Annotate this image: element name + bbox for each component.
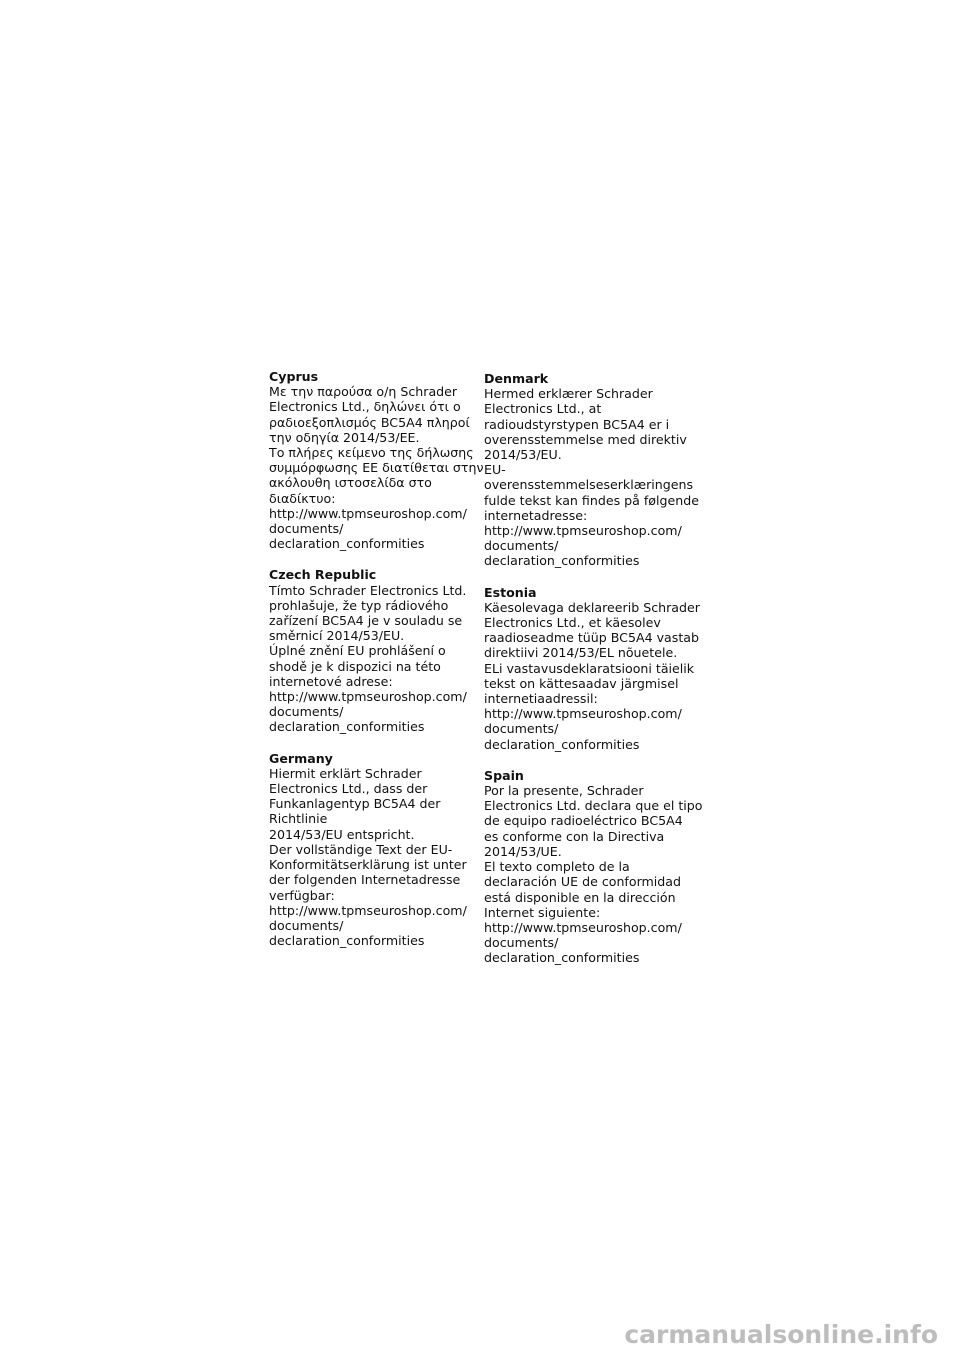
section-cyprus (269, 369, 484, 552)
text-line: fulde tekst kan findes på følgende (484, 492, 699, 508)
section-title: Spain (484, 767, 524, 783)
url-line: documents/ (484, 538, 559, 554)
section-title: Germany (269, 750, 333, 766)
text-line: ραδιοεξοπλισμός BC5A4 πληροί (269, 414, 470, 430)
text-line: Por la presente, Schrader (484, 783, 644, 799)
url-line: declaration_conformities (269, 536, 425, 552)
left-column (269, 369, 484, 964)
section-czech-republic (269, 567, 479, 734)
url-line: declaration_conformities (484, 553, 640, 569)
text-line: overensstemmelseserklæringens (484, 477, 694, 493)
section-title: Cyprus (269, 369, 319, 384)
text-line: overensstemmelse med direktiv (484, 431, 687, 447)
text-line: prohlašuje, že typ rádiového (269, 597, 449, 613)
text-line: διαδίκτυο: (269, 490, 336, 506)
url-line: http://www.tpmseuroshop.com/ (269, 505, 467, 521)
text-line: Electronics Ltd., dass der (269, 781, 428, 797)
text-line: raadioseadme tüüp BC5A4 vastab (484, 630, 699, 646)
text-line: Electronics Ltd., at (484, 401, 602, 417)
url-line: http://www.tpmseuroshop.com/ (484, 523, 682, 539)
text-line: zařízení BC5A4 je v souladu se (269, 613, 463, 629)
text-line: está disponible en la dirección (484, 889, 676, 905)
section-title: Estonia (484, 584, 537, 600)
text-line: Electronics Ltd., et käesolev (484, 615, 661, 631)
text-line: Hiermit erklärt Schrader (269, 765, 422, 781)
text-line: tekst on kättesaadav järgmisel (484, 675, 679, 691)
text-line: internetiaadressil: (484, 691, 598, 707)
url-line: http://www.tpmseuroshop.com/ (269, 902, 467, 918)
text-line: Internet siguiente: (484, 904, 601, 920)
text-line: direktiivi 2014/53/EL nõuetele. (484, 645, 678, 661)
text-line: der folgenden Internetadresse (269, 872, 461, 888)
section-spain (484, 767, 703, 966)
text-line: ακόλουθη ιστοσελίδα στο (269, 475, 432, 491)
url-line: declaration_conformities (484, 950, 640, 966)
text-line: συμμόρφωσης ΕΕ διατίθεται στην (269, 460, 484, 476)
text-line: internetové adrese: (269, 673, 393, 689)
text-line: Electronics Ltd., δηλώνει ότι ο (269, 399, 461, 415)
text-line: El texto completo de la (484, 859, 630, 875)
url-line: http://www.tpmseuroshop.com/ (269, 689, 467, 705)
text-line: Το πλήρες κείμενο της δήλωσης (269, 445, 474, 461)
text-line: de equipo radioeléctrico BC5A4 (484, 813, 683, 829)
watermark: carmanualsonline.info (624, 1320, 938, 1349)
url-line: declaration_conformities (269, 933, 425, 949)
text-line: Funkanlagentyp BC5A4 der (269, 796, 441, 812)
url-line: declaration_conformities (484, 736, 640, 752)
section-title: Denmark (484, 371, 549, 386)
text-line: verfügbar: (269, 887, 335, 903)
text-line: Με την παρούσα ο/η Schrader (269, 384, 458, 400)
text-line: ELi vastavusdeklaratsiooni täielik (484, 660, 695, 676)
text-line: Richtlinie (269, 811, 328, 827)
section-germany (269, 751, 479, 949)
section-estonia (484, 584, 700, 752)
url-line: documents/ (269, 704, 344, 720)
url-line: documents/ (484, 935, 559, 951)
url-line: http://www.tpmseuroshop.com/ (484, 919, 682, 935)
text-line: Úplné znění EU prohlášení o (269, 643, 446, 659)
text-line: declaración UE de conformidad (484, 874, 681, 890)
url-line: http://www.tpmseuroshop.com/ (484, 706, 682, 722)
text-line: Konformitätserklärung ist unter (269, 857, 467, 873)
text-line: Hermed erklærer Schrader (484, 386, 653, 402)
url-line: declaration_conformities (269, 719, 425, 735)
text-line: EU- (484, 462, 506, 478)
text-line: směrnicí 2014/53/EU. (269, 628, 405, 644)
url-line: documents/ (269, 917, 344, 933)
url-line: documents/ (269, 521, 344, 537)
section-title: Czech Republic (269, 567, 377, 583)
text-line: 2014/53/EU entspricht. (269, 826, 415, 842)
text-line: shodě je k dispozici na této (269, 658, 441, 674)
text-line: την οδηγία 2014/53/ΕΕ. (269, 429, 420, 445)
right-column (484, 371, 703, 982)
text-line: internetadresse: (484, 507, 588, 523)
text-line: radioudstyrstypen BC5A4 er i (484, 416, 670, 432)
text-line: Käesolevaga deklareerib Schrader (484, 599, 700, 615)
url-line: documents/ (484, 721, 559, 737)
text-line: 2014/53/UE. (484, 843, 562, 859)
text-line: Tímto Schrader Electronics Ltd. (269, 582, 467, 598)
text-line: 2014/53/EU. (484, 447, 562, 463)
section-denmark (484, 371, 699, 569)
text-line: es conforme con la Directiva (484, 828, 665, 844)
text-line: Electronics Ltd. declara que el tipo (484, 798, 703, 814)
text-line: Der vollständige Text der EU- (269, 841, 453, 857)
